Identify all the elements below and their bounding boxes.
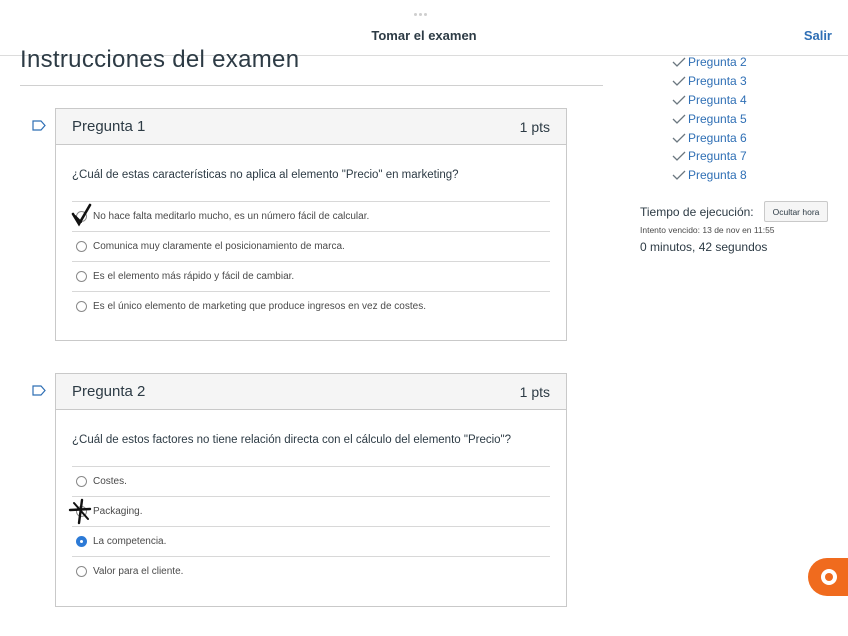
help-icon: [821, 569, 837, 585]
question-nav-item[interactable]: [672, 72, 812, 91]
question-nav-label: Pregunta 3: [688, 74, 747, 89]
radio-button-selected[interactable]: [76, 536, 87, 547]
question-name: Pregunta 1: [72, 118, 146, 135]
answer-option[interactable]: [72, 261, 550, 291]
exam-header-title: Tomar el examen: [371, 28, 477, 43]
radio-button[interactable]: [76, 241, 87, 252]
checkmark-icon: [672, 151, 686, 161]
exit-button[interactable]: Salir: [803, 28, 832, 43]
question-nav-item[interactable]: [672, 109, 812, 128]
checkmark-icon: [672, 95, 686, 105]
question-nav-item[interactable]: [672, 166, 812, 185]
question-nav-list: [672, 53, 812, 185]
question-text: ¿Cuál de estos factores no tiene relación directa con el cálculo del elemento "Precio"?: [72, 434, 512, 446]
answer-option[interactable]: [72, 201, 550, 231]
question-nav-item[interactable]: [672, 53, 812, 72]
question-nav-label: Pregunta 4: [688, 92, 747, 107]
page-title: Instrucciones del examen: [20, 46, 300, 73]
question-nav-label: Pregunta 7: [688, 149, 747, 164]
question-nav-label: Pregunta 2: [688, 55, 747, 70]
answer-label: Packaging.: [93, 506, 143, 517]
top-notch: [414, 3, 434, 7]
checkmark-icon: [672, 57, 686, 67]
question-nav-item[interactable]: [672, 147, 812, 166]
answer-label: Es el elemento más rápido y fácil de cambiar.: [93, 271, 295, 282]
checkmark-icon: [672, 114, 686, 124]
answer-option[interactable]: [72, 556, 550, 586]
question-name: Pregunta 2: [72, 383, 146, 400]
title-divider: [20, 85, 603, 86]
question-1: [55, 108, 567, 341]
answer-list: [72, 466, 550, 586]
question-points: 1 pts: [519, 384, 550, 400]
checkmark-icon: [672, 76, 686, 86]
answer-label: Costes.: [93, 476, 127, 487]
answer-label: Valor para el cliente.: [93, 566, 184, 577]
question-2: [55, 373, 567, 607]
attempt-due-text: Intento vencido: 13 de nov en 11:55: [640, 225, 775, 235]
question-nav-label: Pregunta 5: [688, 111, 747, 126]
help-fab-button[interactable]: [808, 558, 848, 596]
flag-question-1-icon[interactable]: [32, 120, 46, 131]
answer-option[interactable]: [72, 526, 550, 556]
answer-label: Comunica muy claramente el posicionamiento de marca.: [93, 241, 345, 252]
answer-label: No hace falta meditarlo mucho, es un número fácil de calcular.: [93, 211, 370, 222]
checkmark-icon: [672, 170, 686, 180]
answer-label: La competencia.: [93, 536, 167, 547]
checkmark-icon: [672, 133, 686, 143]
hide-time-button[interactable]: Ocultar hora: [764, 201, 828, 222]
elapsed-time: 0 minutos, 42 segundos: [640, 240, 768, 254]
answer-option[interactable]: [72, 291, 550, 321]
radio-button[interactable]: [76, 301, 87, 312]
question-nav-item[interactable]: [672, 128, 812, 147]
radio-button[interactable]: [76, 566, 87, 577]
answer-label: Es el único elemento de marketing que produce ingresos en vez de costes.: [93, 301, 426, 312]
answer-option[interactable]: [72, 466, 550, 496]
question-header: [56, 109, 566, 145]
question-text: ¿Cuál de estas características no aplica al elemento "Precio" en marketing?: [72, 169, 459, 181]
radio-button[interactable]: [76, 271, 87, 282]
timer-label: Tiempo de ejecución:: [640, 205, 754, 219]
answer-list: [72, 201, 550, 321]
question-points: 1 pts: [519, 119, 550, 135]
question-nav-label: Pregunta 8: [688, 168, 747, 183]
radio-button[interactable]: [76, 211, 87, 222]
answer-option[interactable]: [72, 231, 550, 261]
radio-button[interactable]: [76, 476, 87, 487]
radio-button[interactable]: [76, 506, 87, 517]
flag-question-2-icon[interactable]: [32, 385, 46, 396]
question-nav-label: Pregunta 6: [688, 130, 747, 145]
answer-option[interactable]: [72, 496, 550, 526]
question-nav-item[interactable]: [672, 91, 812, 110]
question-header: [56, 374, 566, 410]
